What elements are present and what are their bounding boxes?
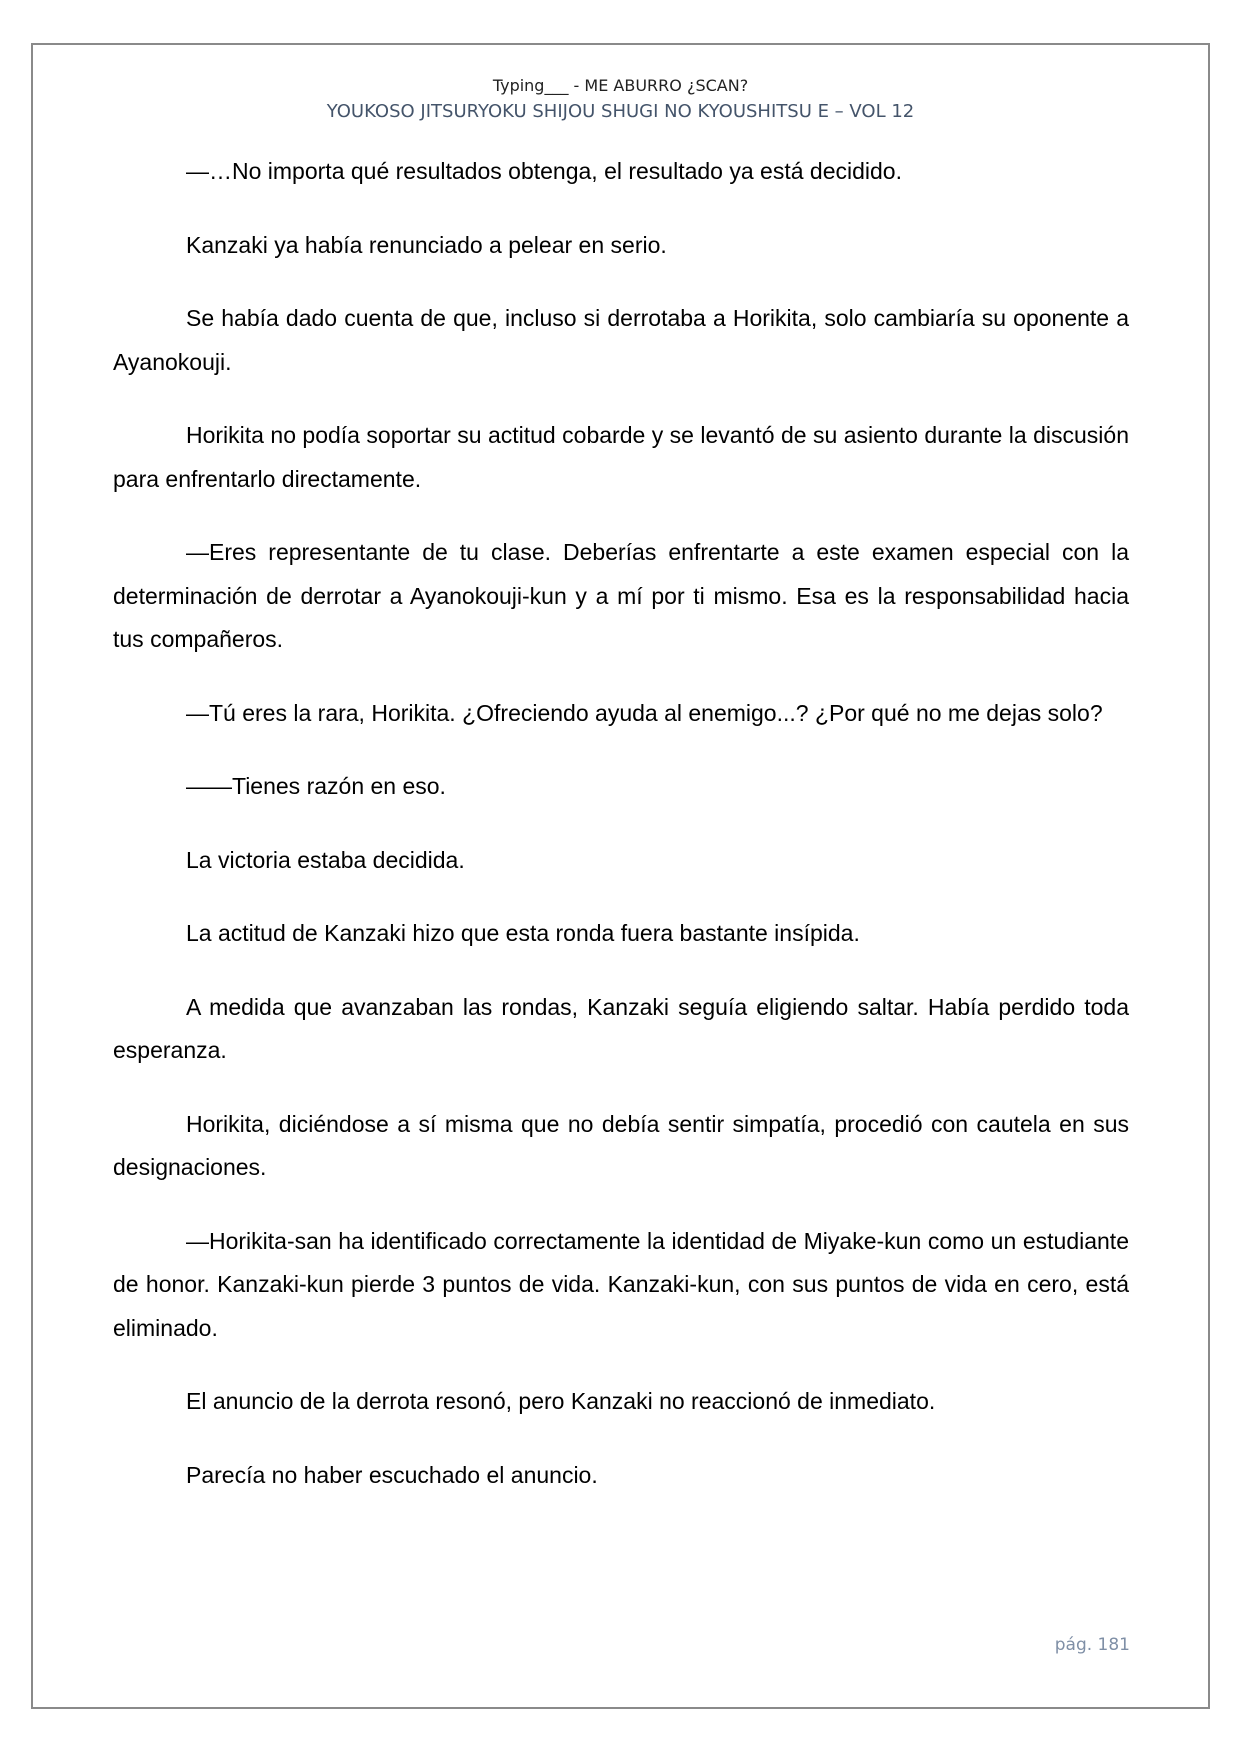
paragraph: Horikita no podía soportar su actitud cobarde y se levantó de su asiento durante la discusión para enfrentarlo directamente. (113, 422, 1129, 492)
paragraph: —Tú eres la rara, Horikita. ¿Ofreciendo ayuda al enemigo...? ¿Por qué no me dejas solo? (186, 699, 1103, 726)
paragraph: La victoria estaba decidida. (186, 846, 465, 873)
paragraph: ——Tienes razón en eso. (186, 773, 446, 799)
paragraph: Parecía no haber escuchado el anuncio. (186, 1461, 598, 1488)
header-credits: Typing___ - ME ABURRO ¿SCAN? (492, 76, 749, 95)
paragraph: La actitud de Kanzaki hizo que esta ronda fuera bastante insípida. (186, 920, 860, 946)
paragraph: —Eres representante de tu clase. Deberías enfrentarte a este examen especial con la determinación de derrotar a Ayanokouji-kun y a mí por ti mismo. Esa es la responsabilidad hacia tus compañeros. (113, 539, 1129, 652)
page-header (0, 75, 1241, 125)
paragraph: Se había dado cuenta de que, incluso si derrotaba a Horikita, solo cambiaría su oponente a Ayanokouji. (113, 305, 1129, 375)
document-body (113, 150, 1129, 1527)
page-number: pág. 181 (1054, 1635, 1130, 1655)
paragraph: A medida que avanzaban las rondas, Kanzaki seguía eligiendo saltar. Había perdido toda esperanza. (113, 993, 1129, 1063)
header-book-title: YOUKOSO JITSURYOKU SHIJOU SHUGI NO KYOUSHITSU E – VOL 12 (326, 101, 915, 122)
paragraph: —…No importa qué resultados obtenga, el resultado ya está decidido. (186, 158, 902, 184)
paragraph: —Horikita-san ha identificado correctamente la identidad de Miyake-kun como un estudiante de honor. Kanzaki-kun pierde 3 puntos de vida. Kanzaki-kun, con sus puntos de vida en cero, está eliminado. (113, 1227, 1129, 1341)
paragraph: El anuncio de la derrota resonó, pero Kanzaki no reaccionó de inmediato. (186, 1388, 936, 1414)
paragraph: Horikita, diciéndose a sí misma que no debía sentir simpatía, procedió con cautela en sus designaciones. (113, 1110, 1129, 1180)
paragraph: Kanzaki ya había renunciado a pelear en serio. (186, 231, 667, 258)
